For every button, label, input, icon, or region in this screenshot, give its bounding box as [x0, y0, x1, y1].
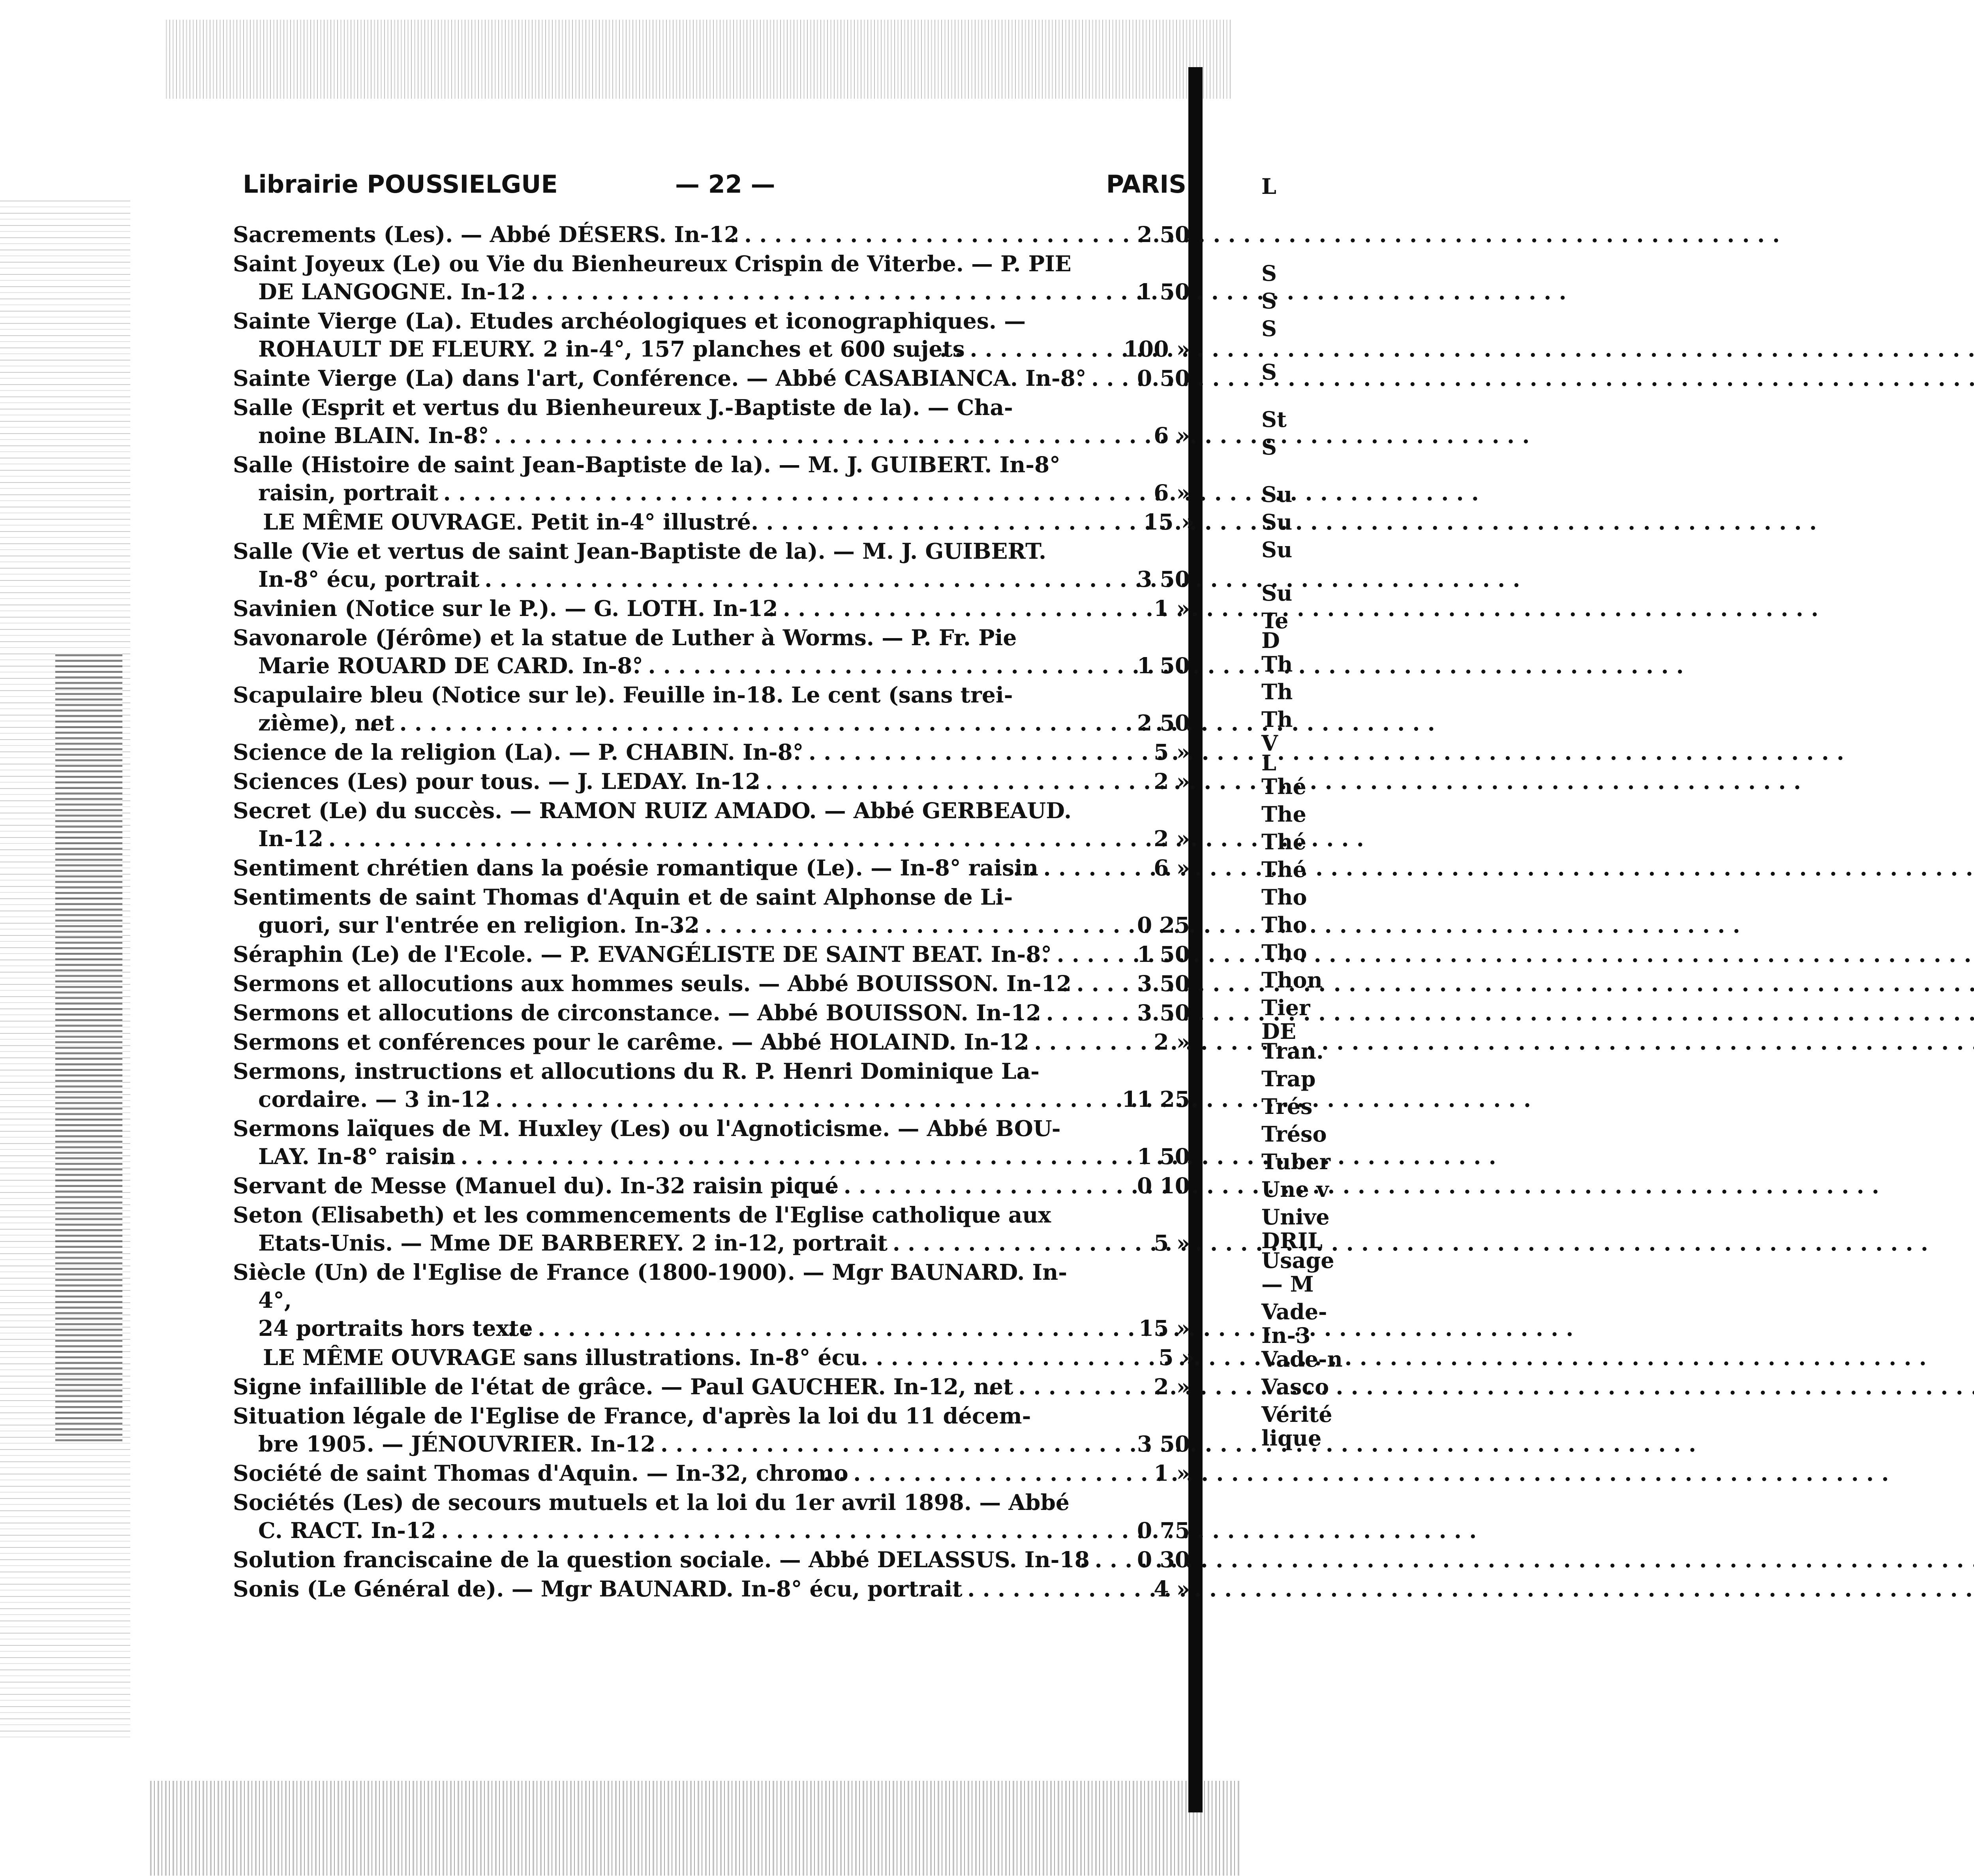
- entry-title: Solution franciscaine de la question sociale. — Abbé DELASSUS. In-18 . . .: [233, 1545, 1099, 1574]
- catalog-entry: [233, 393, 1190, 449]
- facing-page-text: D: [1261, 628, 1280, 653]
- facing-page-text: Thé: [1261, 857, 1306, 882]
- facing-page-text: Unive: [1261, 1204, 1330, 1230]
- entry-title: Salle (Vie et vertus de saint Jean-Baptiste de la). — M. J. GUIBERT. In-8° écu, portrait . . .: [233, 537, 1099, 593]
- facing-page-text: Th: [1261, 652, 1293, 677]
- entry-title: Sermons et allocutions aux hommes seuls. — Abbé BOUISSON. In-12 . . .: [233, 969, 1099, 997]
- facing-page-text: Thé: [1261, 829, 1306, 854]
- entry-price: 1 »: [1154, 1460, 1190, 1486]
- facing-page-text: S: [1261, 316, 1277, 341]
- entry-title: Sentiments de saint Thomas d'Aquin et de saint Alphonse de Li- guori, sur l'entrée en religion. In-32 . . .: [233, 883, 1099, 939]
- facing-page-text: Vasco: [1261, 1374, 1329, 1399]
- entry-title: LE MÊME OUVRAGE. Petit in-4° illustré . . .: [233, 508, 1104, 536]
- entry-price: 3 50: [1137, 566, 1190, 592]
- catalog-entry: [233, 220, 1190, 248]
- entry-price: 0 30: [1137, 1547, 1190, 1572]
- facing-page-text: Tho: [1261, 940, 1307, 965]
- catalog-entry: [233, 1402, 1190, 1458]
- entry-price: 5 »: [1158, 1345, 1195, 1370]
- facing-page-text: Vérité: [1261, 1402, 1332, 1427]
- adjacent-page-fragment: [1261, 174, 1343, 1753]
- facing-page-text: Usage: [1261, 1248, 1334, 1273]
- catalog-entry: [233, 1057, 1190, 1113]
- catalog-entry: [233, 1201, 1190, 1257]
- catalog-entry: [233, 1114, 1190, 1170]
- facing-page-text: Su: [1261, 509, 1293, 535]
- catalog-entry: [233, 1258, 1190, 1342]
- catalog-entry: [233, 508, 1195, 536]
- entry-price: 3 50: [1137, 1431, 1190, 1457]
- facing-page-text: Te: [1261, 608, 1289, 633]
- facing-page-text: Th: [1261, 679, 1293, 704]
- page-number: — 22 —: [675, 170, 775, 199]
- entry-title: Signe infaillible de l'état de grâce. — Paul GAUCHER. In-12, net . . .: [233, 1373, 1099, 1401]
- facing-page-text: Tho: [1261, 884, 1307, 910]
- entry-price: 0 25: [1137, 912, 1190, 938]
- entry-title: LE MÊME OUVRAGE sans illustrations. In-8° écu . . .: [233, 1343, 1104, 1371]
- entry-price: 5 »: [1154, 739, 1190, 765]
- facing-page-text: Tier: [1261, 995, 1310, 1020]
- catalog-entry: [233, 969, 1190, 997]
- entry-price: 100 »: [1123, 336, 1190, 362]
- entry-title: Salle (Esprit et vertus du Bienheureux J.-Baptiste de la). — Cha- noine BLAIN. In-8° . . .: [233, 393, 1099, 449]
- catalog-entry: [233, 883, 1190, 939]
- entry-price: 11 25: [1122, 1086, 1190, 1112]
- catalog-entry: [233, 854, 1190, 882]
- facing-page-text: Vade-: [1261, 1299, 1327, 1324]
- entry-price: 3 50: [1137, 971, 1190, 996]
- entry-title: Sermons et allocutions de circonstance. — Abbé BOUISSON. In-12 . . .: [233, 999, 1099, 1027]
- entry-title: Sonis (Le Général de). — Mgr BAUNARD. In-8° écu, portrait . . .: [233, 1575, 1099, 1603]
- catalog-entry: [233, 1459, 1190, 1487]
- facing-page-text: S: [1261, 261, 1277, 286]
- facing-page-text: DRIL: [1261, 1228, 1323, 1253]
- entry-price: 6 »: [1154, 480, 1190, 505]
- catalog-entry: [233, 1545, 1190, 1574]
- catalog-entry: [233, 999, 1190, 1027]
- catalog-entry: [233, 940, 1190, 968]
- facing-page-text: In-3: [1261, 1323, 1311, 1348]
- catalog-entry: [233, 451, 1190, 507]
- catalog-entry: [233, 796, 1190, 853]
- entry-price: 6 »: [1154, 855, 1190, 881]
- facing-page-text: S: [1261, 434, 1277, 460]
- entry-price: 1 50: [1137, 279, 1190, 304]
- entry-title: Sociétés (Les) de secours mutuels et la loi du 1er avril 1898. — Abbé C. RACT. In-12 . . .: [233, 1488, 1099, 1544]
- entry-title: Science de la religion (La). — P. CHABIN. In-8° . . .: [233, 738, 1099, 766]
- facing-page-text: S: [1261, 288, 1277, 314]
- entry-title: Secret (Le) du succès. — RAMON RUIZ AMADO. — Abbé GERBEAUD. In-12 . . .: [233, 796, 1099, 853]
- catalog-entries: [233, 220, 1195, 1604]
- catalog-entry: [233, 250, 1190, 306]
- catalog-entry: [233, 1343, 1195, 1371]
- facing-page-text: L: [1261, 174, 1276, 199]
- entry-title: Séraphin (Le) de l'Ecole. — P. EVANGÉLISTE DE SAINT BEAT. In-8° . . .: [233, 940, 1099, 968]
- entry-price: 15 »: [1143, 509, 1195, 535]
- entry-price: 1 50: [1137, 653, 1190, 678]
- entry-title: Savonarole (Jérôme) et la statue de Luther à Worms. — P. Fr. Pie Marie ROUARD DE CARD. In-8° . . .: [233, 623, 1099, 680]
- facing-page-text: DE: [1261, 1019, 1296, 1044]
- catalog-entry: [233, 1575, 1190, 1603]
- scan-noise-bottom: [150, 1781, 1240, 1876]
- entry-title: Sciences (Les) pour tous. — J. LEDAY. In-12 . . .: [233, 767, 1099, 795]
- entry-price: 15 »: [1138, 1315, 1190, 1341]
- facing-page-text: St: [1261, 407, 1287, 432]
- facing-page-text: L: [1261, 750, 1276, 776]
- entry-price: 2 50: [1137, 222, 1190, 247]
- entry-price: 2 50: [1137, 710, 1190, 736]
- facing-page-text: S: [1261, 359, 1277, 385]
- facing-page-text: The: [1261, 802, 1306, 827]
- catalog-entry: [233, 1373, 1190, 1401]
- entry-price: 1 50: [1137, 1144, 1190, 1169]
- entry-title: Situation légale de l'Eglise de France, d'après la loi du 11 décem- bre 1905. — JÉNOUVRIER. In-12 . . .: [233, 1402, 1099, 1458]
- facing-page-text: Vade-n: [1261, 1346, 1343, 1372]
- facing-page-text: Tréso: [1261, 1121, 1327, 1147]
- facing-page-text: Trap: [1261, 1066, 1316, 1091]
- entry-title: Scapulaire bleu (Notice sur le). Feuille in-18. Le cent (sans trei- zième), net . . .: [233, 681, 1099, 737]
- entry-title: Sermons et conférences pour le carême. — Abbé HOLAIND. In-12 . . .: [233, 1028, 1099, 1056]
- catalog-entry: [233, 364, 1190, 392]
- entry-price: 3 50: [1137, 1000, 1190, 1025]
- catalog-entry: [233, 594, 1190, 622]
- facing-page-text: Su: [1261, 537, 1293, 562]
- entry-price: 2 »: [1154, 1374, 1190, 1399]
- catalog-entry: [233, 307, 1190, 363]
- catalog-entry: [233, 738, 1190, 766]
- entry-title: Salle (Histoire de saint Jean-Baptiste de la). — M. J. GUIBERT. In-8° raisin, portrait . . .: [233, 451, 1099, 507]
- catalog-entry: [233, 1172, 1190, 1200]
- facing-page-text: lique: [1261, 1425, 1322, 1451]
- entry-title: Seton (Elisabeth) et les commencements de l'Eglise catholique aux Etats-Unis. — Mme DE BARBEREY. 2 in-12, portrait . . .: [233, 1201, 1099, 1257]
- publisher-name: Librairie POUSSIELGUE: [243, 170, 558, 199]
- catalog-entry: [233, 537, 1190, 593]
- catalog-entry: [233, 1488, 1190, 1544]
- entry-price: 1 »: [1154, 595, 1190, 621]
- entry-title: Société de saint Thomas d'Aquin. — In-32, chromo . . .: [233, 1459, 1099, 1487]
- city-name: PARIS: [1106, 170, 1186, 199]
- entry-title: Savinien (Notice sur le P.). — G. LOTH. In-12 . . .: [233, 594, 1099, 622]
- entry-title: Sermons, instructions et allocutions du R. P. Henri Dominique La- cordaire. — 3 in-12 . . .: [233, 1057, 1099, 1113]
- catalog-entry: [233, 1028, 1190, 1056]
- facing-page-text: Su: [1261, 482, 1293, 507]
- facing-page-text: Thé: [1261, 774, 1306, 799]
- facing-page-text: Tuber: [1261, 1149, 1331, 1174]
- entry-title: Sainte Vierge (La). Etudes archéologiques et iconographiques. — ROHAULT DE FLEURY. 2 in-4°, 157 planches et 600 sujets . . .: [233, 307, 1099, 363]
- entry-title: Saint Joyeux (Le) ou Vie du Bienheureux Crispin de Viterbe. — P. PIE DE LANGOGNE. In-12 . . .: [233, 250, 1099, 306]
- entry-title: Sermons laïques de M. Huxley (Les) ou l'Agnoticisme. — Abbé BOU- LAY. In-8° raisin . . .: [233, 1114, 1099, 1170]
- scan-noise-top: [166, 20, 1232, 99]
- entry-title: Sentiment chrétien dans la poésie romantique (Le). — In-8° raisin . . .: [233, 854, 1099, 882]
- page-header: [243, 170, 1186, 213]
- entry-title: Sacrements (Les). — Abbé DÉSERS. In-12 . . .: [233, 220, 1099, 248]
- entry-price: 2 »: [1154, 1029, 1190, 1055]
- entry-price: 0 50: [1137, 365, 1190, 391]
- facing-page-text: — M: [1261, 1271, 1314, 1297]
- entry-price: 5 »: [1154, 1230, 1190, 1256]
- entry-price: 0 10: [1137, 1173, 1190, 1198]
- facing-page-text: Thon: [1261, 967, 1323, 993]
- facing-page-text: Une v: [1261, 1177, 1329, 1202]
- scan-noise-left-dark: [55, 652, 122, 1441]
- entry-price: 2 »: [1154, 768, 1190, 794]
- facing-page-text: Th: [1261, 707, 1293, 732]
- entry-price: 2 »: [1154, 826, 1190, 851]
- entry-title: Servant de Messe (Manuel du). In-32 raisin piqué . . .: [233, 1172, 1099, 1200]
- catalog-entry: [233, 623, 1190, 680]
- facing-page-text: Su: [1261, 580, 1293, 606]
- facing-page-text: Tran.: [1261, 1038, 1324, 1064]
- entry-title: Siècle (Un) de l'Eglise de France (1800-1900). — Mgr BAUNARD. In-4°, 24 portraits hors texte . . .: [233, 1258, 1099, 1342]
- catalog-entry: [233, 681, 1190, 737]
- entry-price: 4 »: [1154, 1576, 1190, 1602]
- entry-title: Sainte Vierge (La) dans l'art, Conférence. — Abbé CASABIANCA. In-8° . . .: [233, 364, 1099, 392]
- facing-page-text: Tho: [1261, 912, 1307, 937]
- facing-page-text: V: [1261, 730, 1278, 756]
- entry-price: 6 »: [1154, 423, 1190, 448]
- entry-price: 1 50: [1137, 941, 1190, 967]
- facing-page-text: Trés: [1261, 1094, 1313, 1119]
- entry-price: 0 75: [1137, 1517, 1190, 1543]
- catalog-entry: [233, 767, 1190, 795]
